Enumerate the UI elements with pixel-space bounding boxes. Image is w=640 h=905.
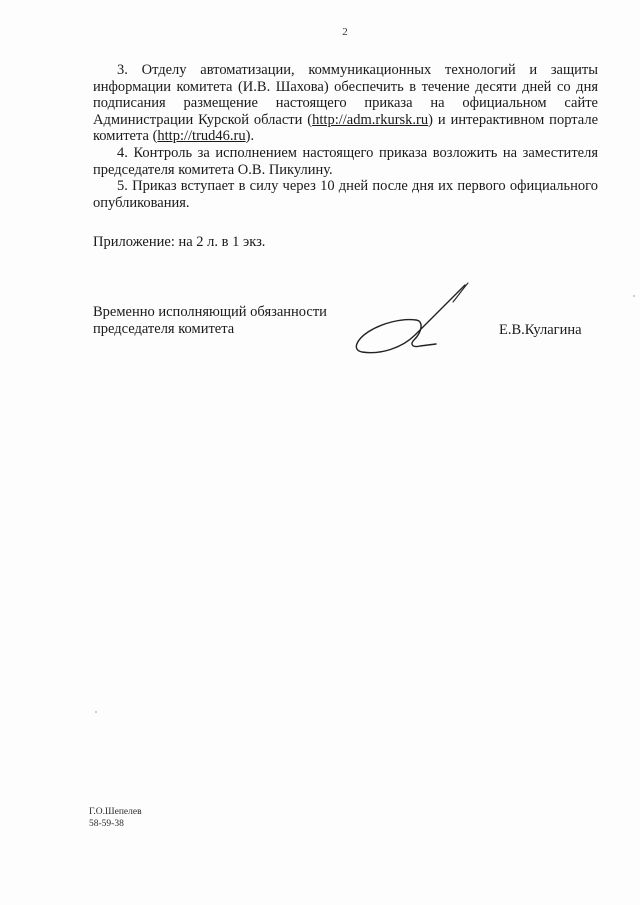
executor-name: Г.О.Шепелев (89, 807, 142, 817)
paragraph-3-text-middle: ) и интерактивном портале комитета ( (93, 111, 599, 145)
paragraph-5: 5. Приказ вступает в силу через 10 дней после дня их первого официального опубликования. (93, 178, 598, 211)
handwritten-signature (350, 280, 480, 370)
paragraph-4: 4. Контроль за исполнением настоящего приказа возложить на заместителя председателя комитета О.В. Пикулину. (93, 144, 598, 178)
trud46-portal-link: http://trud46.ru (157, 128, 246, 145)
order-body (93, 62, 598, 211)
attachment-note: Приложение: на 2 л. в 1 экз. (93, 234, 266, 250)
adm-site-link: http://adm.rkursk.ru (312, 111, 429, 128)
signer-position (93, 304, 327, 337)
executor-phone: 58-59-38 (89, 818, 124, 829)
signer-position-line-2: председателя комитета (93, 320, 235, 337)
paragraph-3-text-end: ). (245, 128, 255, 145)
executor-block (89, 807, 142, 830)
scan-artifact-dot (95, 711, 97, 713)
paragraph-3-text-start: 3. Отделу автоматизации, коммуникационных технологий и защиты информации комитета (И.В. Шахова) обеспечить в течение десяти дней со дня подписания размещение настоящего приказа на официальном сайте Администрации Курской области ( (93, 62, 598, 128)
page-number: 2 (342, 26, 348, 38)
scan-artifact-dot (633, 295, 635, 297)
paragraph-3 (93, 62, 598, 145)
signer-position-line-1: Временно исполняющий обязанности (93, 304, 327, 320)
signer-name: Е.В.Кулагина (499, 322, 582, 338)
